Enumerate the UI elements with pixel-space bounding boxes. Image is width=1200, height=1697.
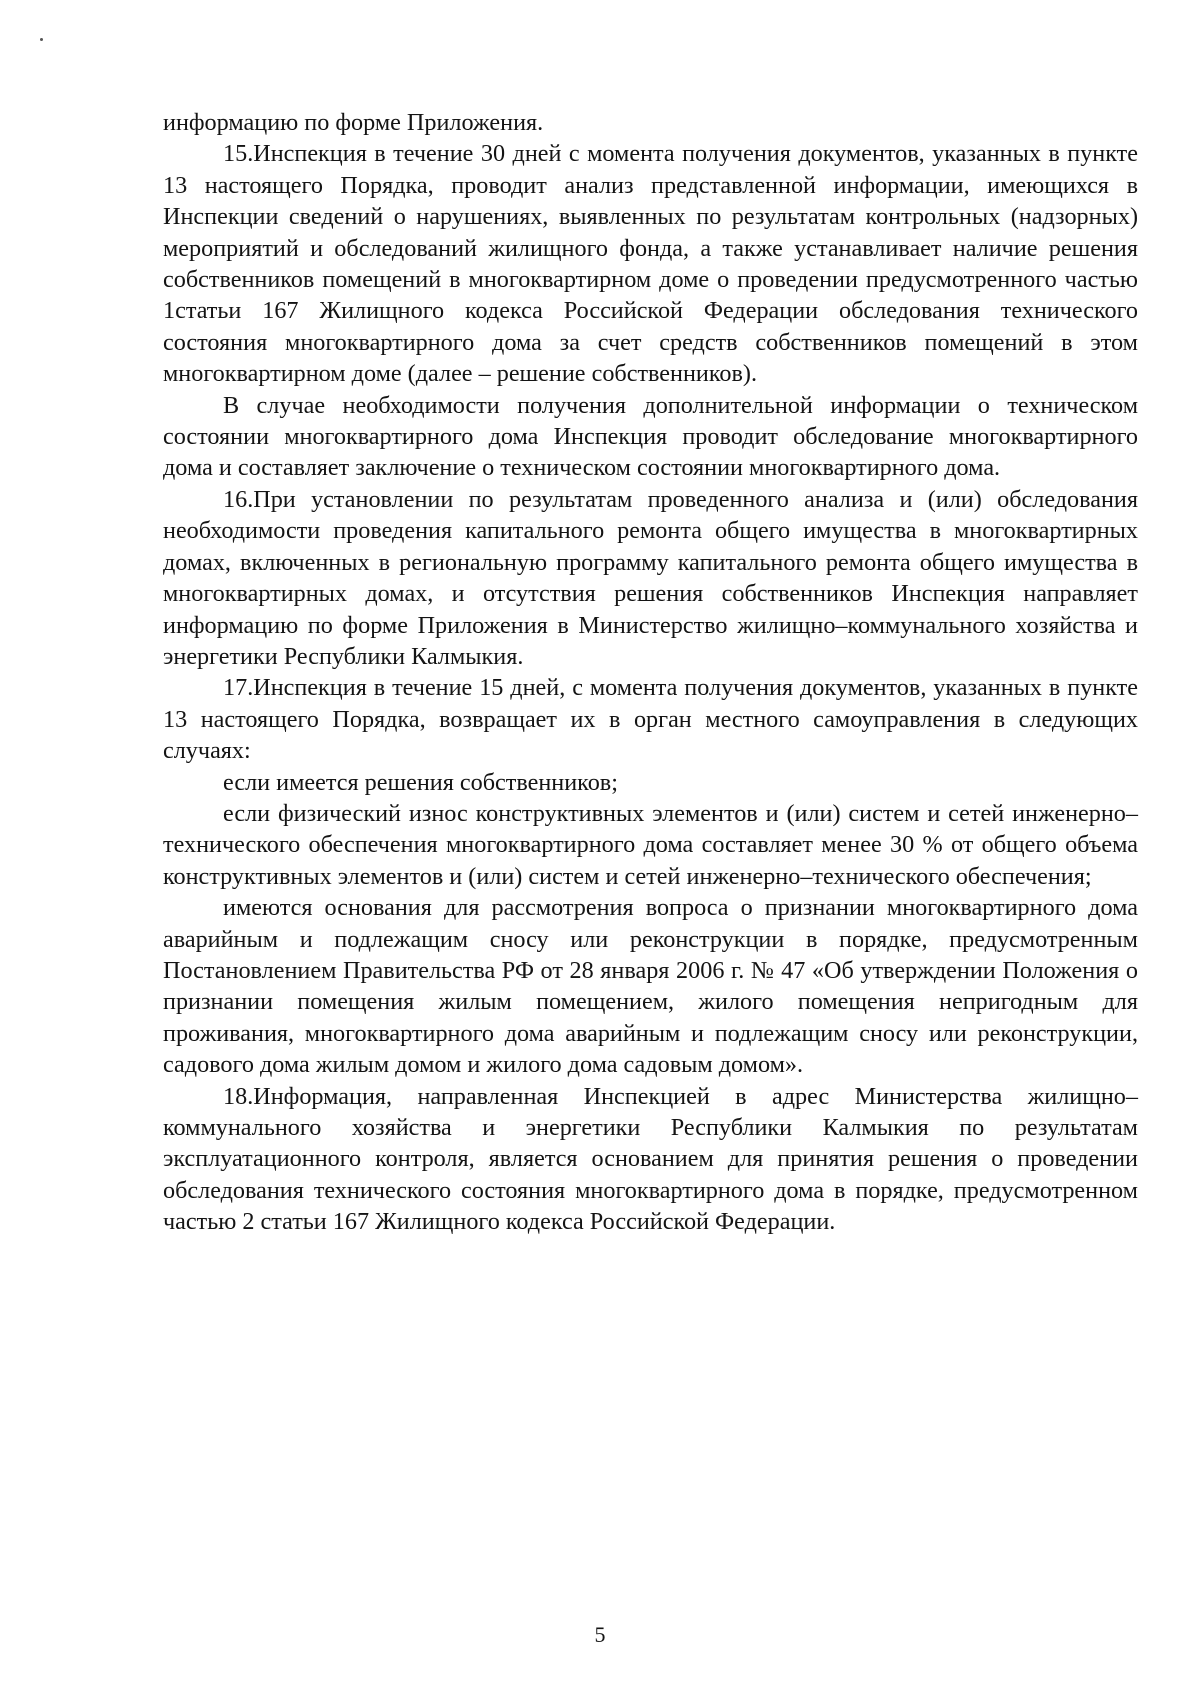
document-body	[163, 107, 1138, 1238]
paragraph-case-owners-decision: если имеется решения собственников;	[223, 768, 618, 796]
page-number: 5	[594, 1622, 606, 1647]
paragraph-additional-info: В случае необходимости получения дополнительной информации о техническом состоянии многоквартирного дома Инспекция проводит обследование многоквартирного дома и составляет заключение о техническом состоянии многоквартирного дома.	[163, 391, 1138, 482]
paragraph-item-17: 17.Инспекция в течение 15 дней, с момента получения документов, указанных в пункте 13 настоящего Порядка, возвращает их в орган местного самоуправления в следующих случаях:	[163, 674, 1138, 765]
paragraph-case-emergency-grounds: имеются основания для рассмотрения вопроса о признании многоквартирного дома аварийным и подлежащим сносу или реконструкции в порядке, предусмотренным Постановлением Правительства РФ от 28 января 2006 г. № 47 «Об утверждении Положения о признании помещения жилым помещением, жилого помещения непригодным для проживания, многоквартирного дома аварийным и подлежащим сносу или реконструкции, садового дома жилым домом и жилого дома садовым домом».	[163, 894, 1138, 1079]
paragraph-continuation: информацию по форме Приложения.	[163, 109, 544, 136]
paragraph-case-physical-wear: если физический износ конструктивных элементов и (или) систем и сетей инженерно–технического обеспечения многоквартирного дома составляет менее 30 % от общего объема конструктивных элементов и (или) систем и сетей инженерно–технического обеспечения;	[163, 799, 1138, 890]
paragraph-item-16: 16.При установлении по результатам проведенного анализа и (или) обследования необходимости проведения капитального ремонта общего имущества в многоквартирных домах, включенных в региональную программу капитального ремонта общего имущества в многоквартирных домах, и отсутствия решения собственников Инспекция направляет информацию по форме Приложения в Министерство жилищно–коммунального хозяйства и энергетики Республики Калмыкия.	[163, 485, 1138, 670]
paragraph-item-15: 15.Инспекция в течение 30 дней с момента получения документов, указанных в пункте 13 настоящего Порядка, проводит анализ представленной информации, имеющихся в Инспекции сведений о нарушениях, выявленных по результатам контрольных (надзорных) мероприятий и обследований жилищного фонда, а также устанавливает наличие решения собственников помещений в многоквартирном доме о проведении предусмотренного частью 1статьи 167 Жилищного кодекса Российской Федерации обследования технического состояния многоквартирного дома за счет средств собственников помещений в этом многоквартирном доме (далее – решение собственников).	[163, 140, 1138, 388]
paragraph-item-18: 18.Информация, направленная Инспекцией в адрес Министерства жилищно–коммунального хозяйства и энергетики Республики Калмыкия по результатам эксплуатационного контроля, является основанием для принятия решения о проведении обследования технического состояния многоквартирного дома в порядке, предусмотренном частью 2 статьи 167 Жилищного кодекса Российской Федерации.	[163, 1082, 1138, 1236]
scan-speck	[40, 38, 43, 41]
